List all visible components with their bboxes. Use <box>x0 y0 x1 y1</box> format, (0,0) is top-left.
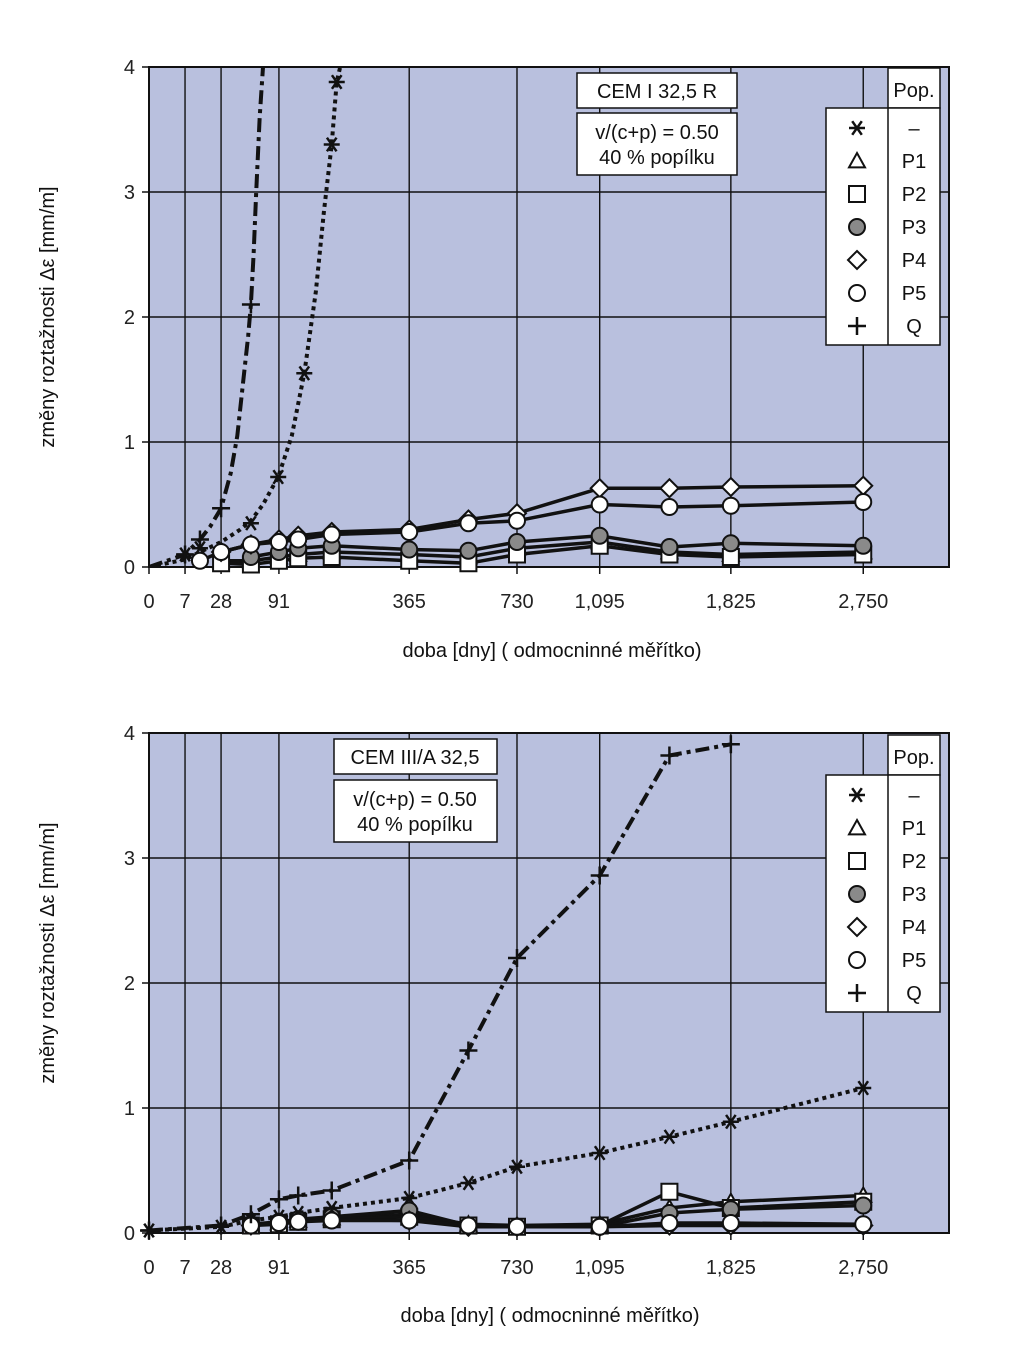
data-point <box>401 524 417 540</box>
data-point <box>290 1214 306 1230</box>
data-point <box>723 535 739 551</box>
data-point <box>460 1218 476 1234</box>
data-point <box>592 1219 608 1235</box>
annotation-box <box>334 780 497 842</box>
legend-label: P4 <box>901 250 927 272</box>
legend-label: P5 <box>901 950 927 972</box>
data-point <box>661 1215 677 1231</box>
y-tick-label: 4 <box>123 57 135 79</box>
y-tick-label: 0 <box>123 557 135 579</box>
x-tick-label: 365 <box>392 1257 426 1279</box>
legend <box>826 68 940 345</box>
y-tick-label: 1 <box>123 1098 135 1120</box>
legend-marker <box>849 952 865 968</box>
y-tick-label: 1 <box>123 432 135 454</box>
x-axis-label: doba [dny] ( odmocninné měřítko) <box>402 640 702 662</box>
chart-title: CEM III/A 32,5 <box>350 747 480 769</box>
annotation-line-2: 40 % popílku <box>357 814 473 836</box>
y-tick-label: 3 <box>123 848 135 870</box>
y-tick-label: 4 <box>123 723 135 745</box>
legend-label: – <box>908 785 920 807</box>
x-tick-label: 0 <box>143 591 155 613</box>
data-point <box>723 1215 739 1231</box>
legend-label: P2 <box>901 851 927 873</box>
data-point <box>855 1198 871 1214</box>
legend-header: Pop. <box>893 747 935 769</box>
data-point <box>509 1219 525 1235</box>
annotation-line-2: 40 % popílku <box>599 147 715 169</box>
legend-label: P1 <box>901 151 927 173</box>
x-tick-label: 28 <box>209 591 233 613</box>
legend-label: P1 <box>901 818 927 840</box>
legend-label: Q <box>906 983 922 1005</box>
legend-label: P2 <box>901 184 927 206</box>
annotation-line-1: v/(c+p) = 0.50 <box>595 122 719 144</box>
legend-label: P3 <box>901 217 927 239</box>
x-tick-label: 2,750 <box>838 1257 889 1279</box>
title-box <box>577 73 737 108</box>
x-tick-label: 730 <box>500 1257 534 1279</box>
x-tick-label: 28 <box>209 1257 233 1279</box>
legend-marker <box>849 886 865 902</box>
legend-label: Q <box>906 316 922 338</box>
legend-marker <box>849 853 865 869</box>
data-point <box>192 553 208 569</box>
x-tick-label: 7 <box>179 591 191 613</box>
legend-marker <box>849 186 865 202</box>
x-tick-label: 91 <box>267 1257 291 1279</box>
y-tick-label: 0 <box>123 1223 135 1245</box>
data-point <box>855 538 871 554</box>
y-tick-label: 3 <box>123 182 135 204</box>
data-point <box>460 515 476 531</box>
x-tick-label: 1,095 <box>574 591 625 613</box>
legend-label: – <box>908 118 920 140</box>
data-point <box>324 527 340 543</box>
legend-label: P5 <box>901 283 927 305</box>
data-point <box>855 1216 871 1232</box>
x-tick-label: 1,825 <box>705 1257 756 1279</box>
data-point <box>401 1213 417 1229</box>
data-point <box>213 544 229 560</box>
legend-header: Pop. <box>893 80 935 102</box>
data-point <box>460 543 476 559</box>
x-tick-label: 1,095 <box>574 1257 625 1279</box>
x-tick-label: 91 <box>267 591 291 613</box>
legend <box>826 735 940 1012</box>
x-tick-label: 730 <box>500 591 534 613</box>
y-tick-label: 2 <box>123 307 135 329</box>
title-box <box>334 739 497 774</box>
x-tick-label: 1,825 <box>705 591 756 613</box>
y-tick-label: 2 <box>123 973 135 995</box>
y-axis-label: změny roztažnosti Δε [mm/m] <box>37 822 59 1084</box>
data-point <box>723 498 739 514</box>
data-point <box>401 542 417 558</box>
legend-marker <box>849 285 865 301</box>
chart-title: CEM I 32,5 R <box>596 81 718 103</box>
x-tick-label: 0 <box>143 1257 155 1279</box>
x-tick-label: 7 <box>179 1257 191 1279</box>
y-axis-label: změny roztažnosti Δε [mm/m] <box>37 186 59 448</box>
data-point <box>509 513 525 529</box>
data-point <box>509 534 525 550</box>
legend-marker <box>849 219 865 235</box>
data-point <box>290 532 306 548</box>
data-point <box>592 528 608 544</box>
data-point <box>271 1215 287 1231</box>
legend-label: P3 <box>901 884 927 906</box>
data-point <box>855 494 871 510</box>
x-tick-label: 365 <box>392 591 426 613</box>
annotation-line-1: v/(c+p) = 0.50 <box>353 789 477 811</box>
data-point <box>324 1213 340 1229</box>
legend-label: P4 <box>901 917 927 939</box>
data-point <box>271 534 287 550</box>
x-tick-label: 2,750 <box>838 591 889 613</box>
x-axis-label: doba [dny] ( odmocninné měřítko) <box>400 1305 700 1327</box>
annotation-box <box>577 113 737 175</box>
data-point <box>661 1184 677 1200</box>
data-point <box>661 499 677 515</box>
data-point <box>592 497 608 513</box>
data-point <box>243 537 259 553</box>
data-point <box>661 539 677 555</box>
